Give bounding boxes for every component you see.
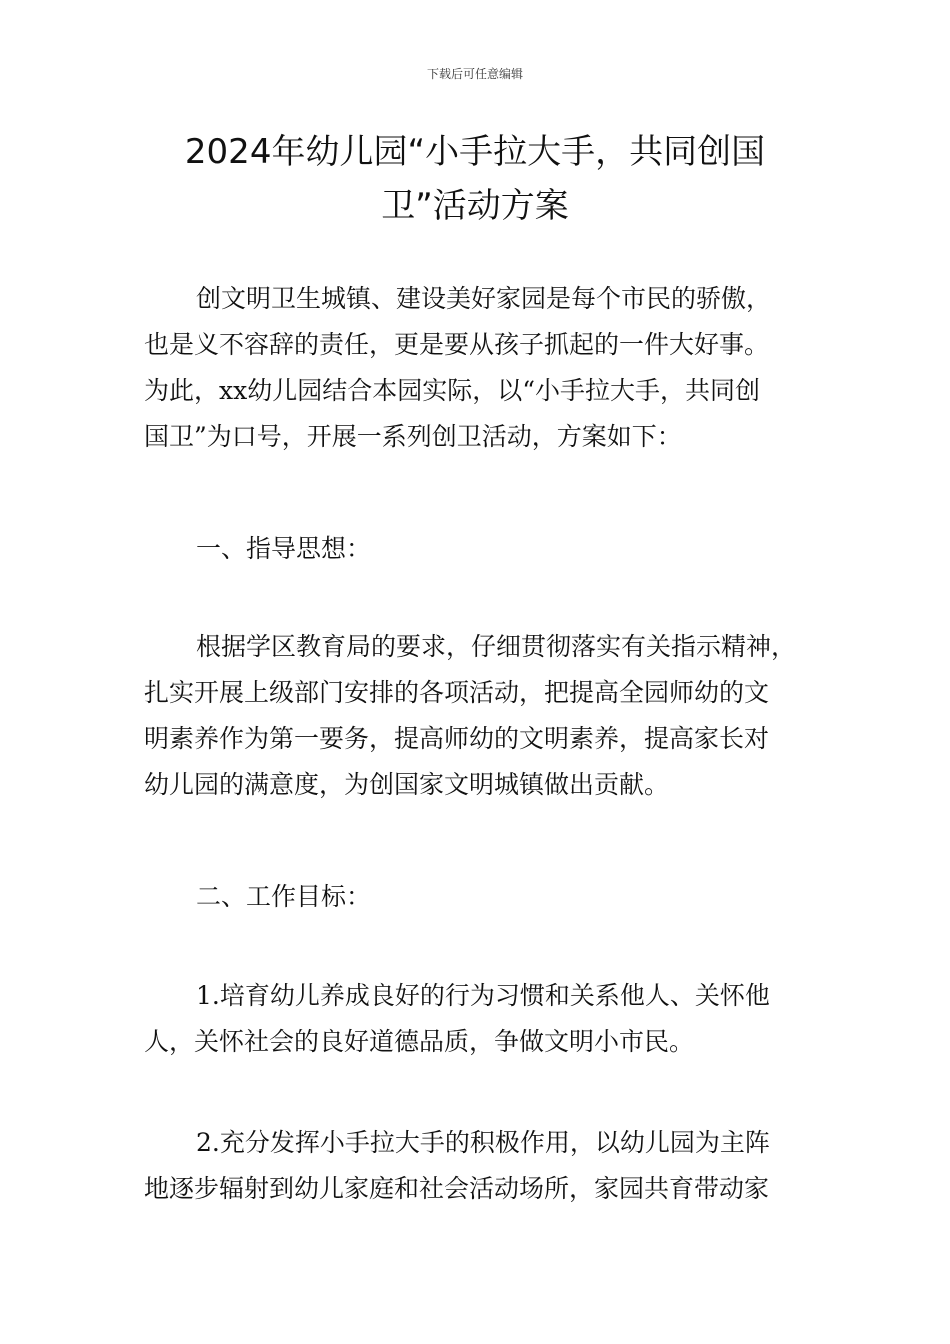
intro-line-2: 也是义不容辞的责任，更是要从孩子抓起的一件大好事。 [144,330,770,359]
section2-heading: 二、工作目标： [196,882,372,911]
section2-heading-block [144,874,810,920]
intro-line-4: 国卫”为口号，开展一系列创卫活动，方案如下： [144,422,682,451]
intro-line-3: 为此，xx幼儿园结合本园实际，以“小手拉大手，共同创 [144,376,760,405]
section1-line-1: 根据学区教育局的要求，仔细贯彻落实有关指示精神， [196,632,797,661]
intro-line-1: 创文明卫生城镇、建设美好家园是每个市民的骄傲， [196,284,772,313]
item2-line-2: 地逐步辐射到幼儿家庭和社会活动场所，家园共育带动家 [144,1174,770,1203]
section2-item-1 [144,973,810,1065]
section1-line-4: 幼儿园的满意度，为创国家文明城镇做出贡献。 [144,770,670,799]
section1-paragraph [144,624,810,808]
item1-line-2: 人，关怀社会的良好道德品质，争做文明小市民。 [144,1027,695,1056]
header-note: 下载后可任意编辑 [426,67,523,81]
page-title [120,125,830,233]
section1-line-2: 扎实开展上级部门安排的各项活动，把提高全园师幼的文 [144,678,770,707]
section2-item-2 [144,1120,810,1212]
item2-line-1: 2.充分发挥小手拉大手的积极作用，以幼儿园为主阵 [196,1128,770,1157]
section1-heading-block [144,526,810,572]
title-line-2: 卫”活动方案 [381,186,569,226]
item1-line-1: 1.培育幼儿养成良好的行为习惯和关系他人、关怀他 [196,981,770,1010]
section1-line-3: 明素养作为第一要务，提高师幼的文明素养，提高家长对 [144,724,770,753]
title-line-1: 2024年幼儿园“小手拉大手，共同创国 [184,132,766,172]
intro-paragraph [144,276,810,460]
section1-heading: 一、指导思想： [196,534,372,563]
